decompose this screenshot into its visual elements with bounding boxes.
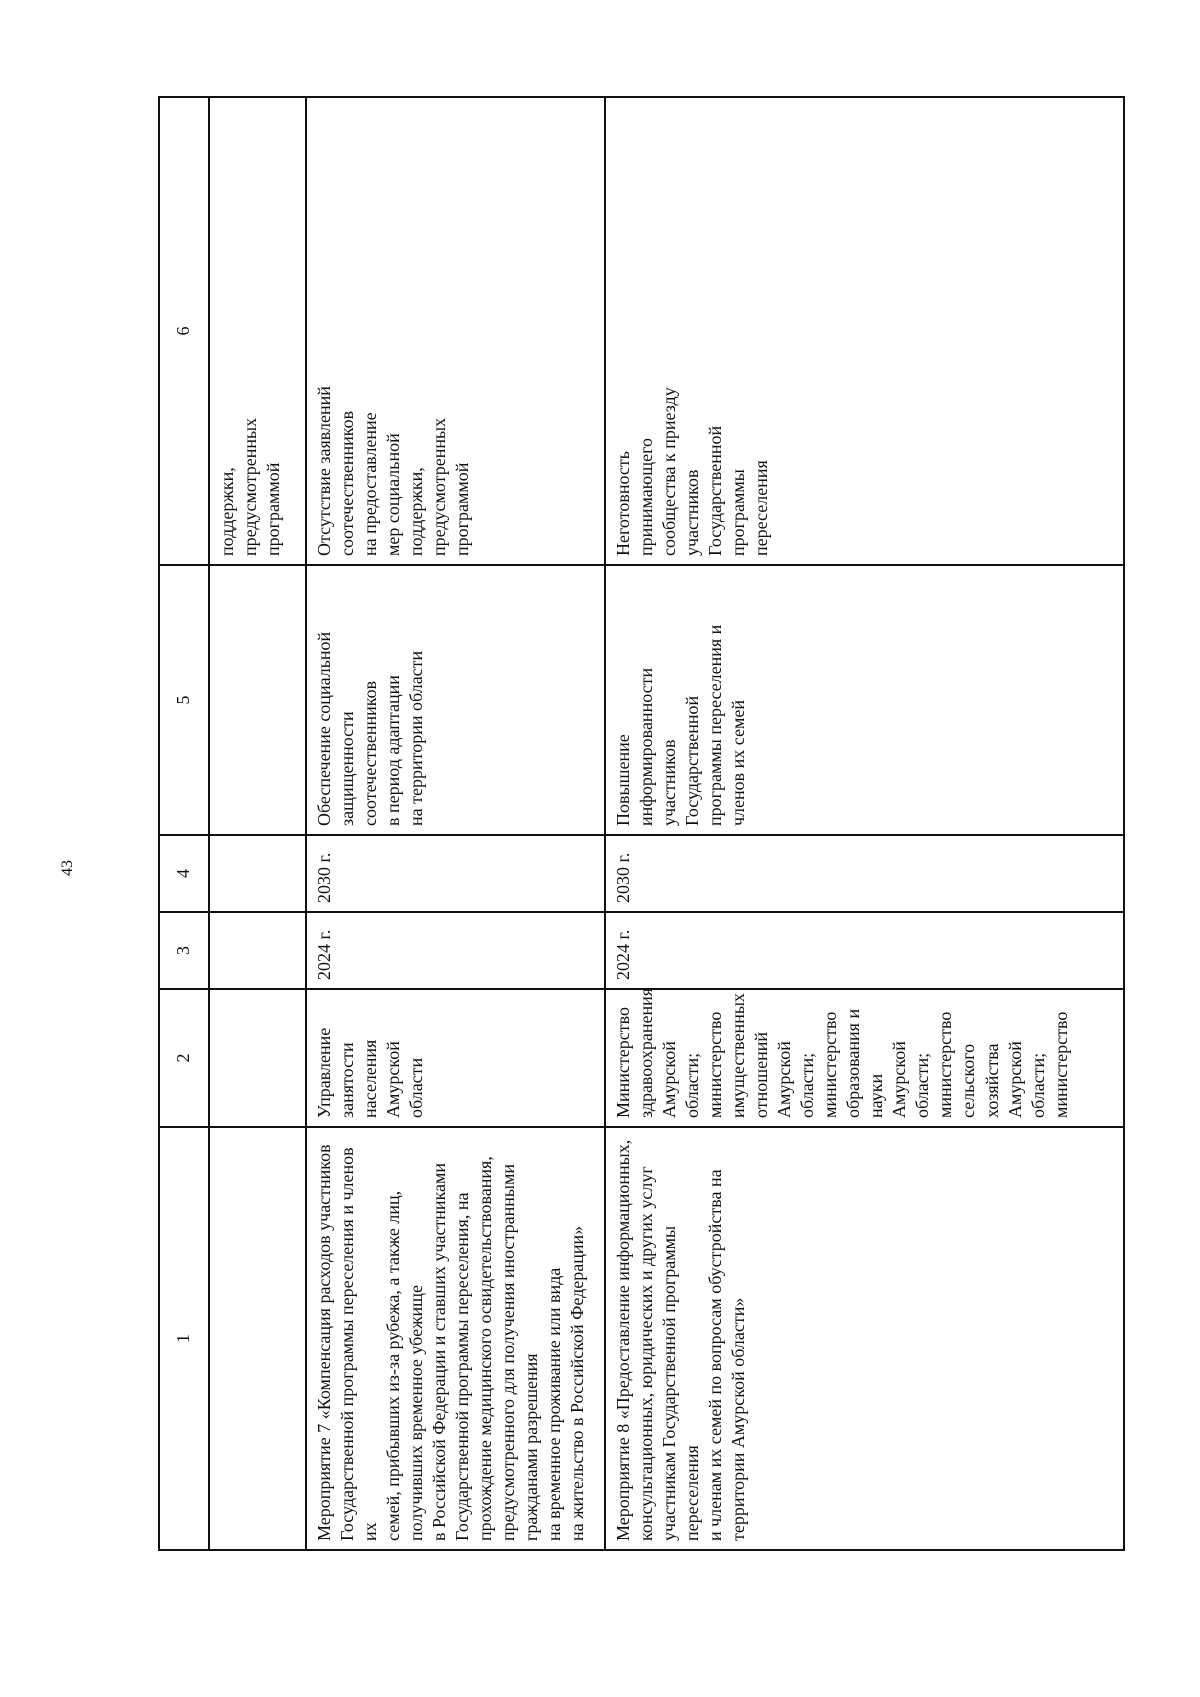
table-cell-measure: Мероприятие 8 «Предоставление информационных, консультационных, юридических и других услуг участникам Государственной программы переселения и членам их семей по вопросам обустройства на территории Амурской области» xyxy=(605,1127,1124,1550)
column-header: 5 xyxy=(159,565,209,835)
table-cell-risk: Отсутствие заявлений соотечественников на предоставление мер социальной поддержки, предусмотренных программой xyxy=(306,97,605,565)
table-cell-executor: Министерство здравоохранения Амурской области; министерство имущественных отношений Амурской области; министерство образования и науки Амурской области; министерство сельского хозяйства Амурской области; министерство xyxy=(605,989,1124,1127)
table-cell-expected-result xyxy=(209,565,306,835)
table-cell-measure: Мероприятие 7 «Компенсация расходов участников Государственной программы переселения и членов их семей, прибывших из-за рубежа, а также лиц, получивших временное убежище в Российской Федерации и ставших участниками Государственной программы переселения, на прохождение медицинского освидетельствования, предусмотренного для получения иностранными гражданами разрешения на временное проживание или вида на жительство в Российской Федерации» xyxy=(306,1127,605,1550)
table-cell-start-year xyxy=(209,912,306,989)
table-row-measure-7 xyxy=(306,97,605,1550)
table-cell-end-year xyxy=(209,835,306,912)
header-row xyxy=(159,97,209,1550)
table-cell-executor xyxy=(209,989,306,1127)
column-header: 3 xyxy=(159,912,209,989)
table-cell-expected-result: Повышение информированности участников Государственной программы переселения и членов их семей xyxy=(605,565,1124,835)
table-cell-start-year: 2024 г. xyxy=(306,912,605,989)
table-cell-risk: Неготовность принимающего сообщества к приезду участников Государственной программы переселения xyxy=(605,97,1124,565)
table-cell-risk: поддержки, предусмотренных программой xyxy=(209,97,306,565)
table-cell-measure xyxy=(209,1127,306,1550)
page-number: 43 xyxy=(59,860,76,876)
column-header: 4 xyxy=(159,835,209,912)
table-cell-executor: Управление занятости населения Амурской области xyxy=(306,989,605,1127)
table-row-continuation xyxy=(209,97,306,1550)
table-row-measure-8 xyxy=(605,97,1124,1550)
table-cell-start-year: 2024 г. xyxy=(605,912,1124,989)
column-header: 2 xyxy=(159,989,209,1127)
column-header: 1 xyxy=(159,1127,209,1550)
table-cell-end-year: 2030 г. xyxy=(306,835,605,912)
table-cell-expected-result: Обеспечение социальной защищенности соотечественников в период адаптации на территории области xyxy=(306,565,605,835)
program-measures-table xyxy=(158,96,1125,1551)
column-header: 6 xyxy=(159,97,209,565)
table-cell-end-year: 2030 г. xyxy=(605,835,1124,912)
rotated-table-container xyxy=(158,98,1125,1551)
